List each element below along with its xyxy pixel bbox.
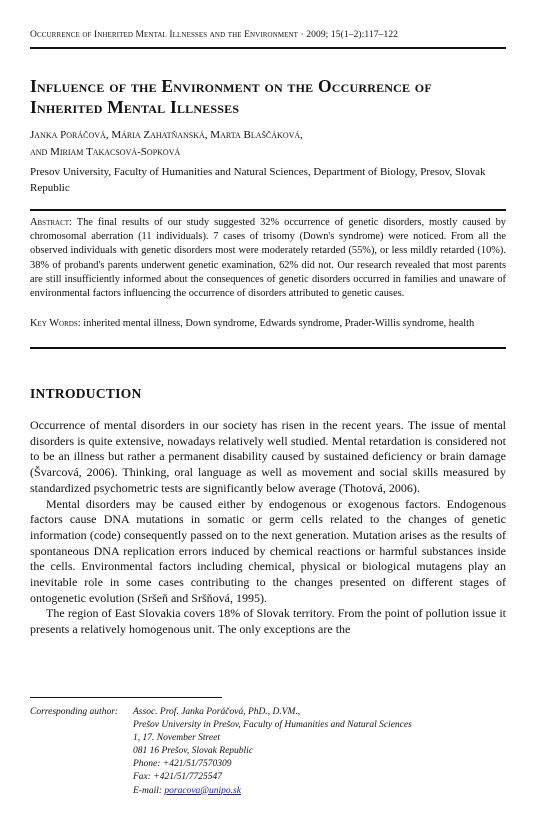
authors-line-2: and Miriam Takacsová-Sopková bbox=[30, 146, 181, 158]
paragraph: The region of East Slovakia covers 18% of Slovak territory. From the point of pollution issue it presents a relatively homogenous unit. The only exceptions are the bbox=[30, 606, 506, 637]
keywords bbox=[30, 317, 506, 331]
abstract-bottom-divider bbox=[30, 347, 506, 349]
footnote-line: Phone: +421/51/7570309 bbox=[133, 759, 232, 770]
abstract-top-divider bbox=[30, 209, 506, 211]
article-title: Influence of the Environment on the Occurrence of Inherited Mental Illnesses bbox=[30, 76, 432, 117]
footnote-label: Corresponding author: bbox=[30, 707, 119, 717]
footnote-line: Fax: +421/51/7725547 bbox=[133, 772, 222, 783]
email-label: E-mail: bbox=[133, 785, 163, 796]
corresponding-author-footnote bbox=[30, 706, 506, 798]
footnote-line: Prešov University in Prešov, Faculty of Humanities and Natural Sciences bbox=[133, 720, 412, 731]
abstract-text: The final results of our study suggested 32% occurrence of genetic disorders, mostly caused by chromosomal aberration (11 individuals). 7 cases of trisomy (Down's syndrome) were noticed. From all the observed individuals with genetic disorders most were moderately retarded (55%), or less mildly retarded (10%). 38% of proband's parents underwent genetic examination, 62% did not. Our research revealed that most parents are still insufficiently informed about the consequences of genetic disorders occurred in families and unaware of environmental factors influencing the occurrence of disorders attributed to genetic causes. bbox=[30, 217, 506, 300]
authors-line-1: Janka Poráčová, Mária Zahatňanská, Marta Blaščáková, bbox=[30, 129, 303, 141]
author-list bbox=[30, 127, 506, 161]
abstract-label: Abstract: bbox=[30, 217, 72, 228]
footnote-line: 081 16 Prešov, Slovak Republic bbox=[133, 746, 254, 757]
affiliation: Presov University, Faculty of Humanities and Natural Sciences, Department of Biology, Presov, Slovak Republic bbox=[30, 166, 486, 194]
paragraph: Occurrence of mental disorders in our society has risen in the recent years. The issue of mental disorders is quite extensive, nowadays relatively well studied. Mental retardation is considered not to be an illness but rather a permanent disability caused by sustained deficiency or brain damage (Švarcová, 2006). Thinking, oral language as well as movement and social skills measured by standardized psychometric tests are significantly below average (Thotová, 2006). bbox=[30, 418, 506, 495]
paragraph: Mental disorders may be caused either by endogenous or exogenous factors. Endogenous factors cause DNA mutations in somatic or germ cells related to the changes of genetic information (code) consequently passed on to the next generation. Mutation arises as the results of spontaneous DNA replication errors induced by chemical reactions or harmful substances inside the cells. Environmental factors including chemical, physical or biological mutagens play an inevitable role in some cases contributing to the changes presented on different stages of ontogenetic evolution (Sršeň and Sršňová, 1995). bbox=[30, 496, 506, 605]
footnote-line: 1, 17. November Street bbox=[133, 733, 220, 744]
introduction-body bbox=[30, 418, 506, 638]
keywords-text: inherited mental illness, Down syndrome, Edwards syndrome, Prader-Willis syndrome, health bbox=[83, 318, 475, 329]
keywords-label: Key Words: bbox=[30, 318, 81, 329]
email-link[interactable]: poracova@unipo.sk bbox=[164, 785, 241, 796]
section-heading-introduction: INTRODUCTION bbox=[30, 386, 142, 401]
header-divider bbox=[30, 47, 506, 49]
running-header-citation: · 2009; 15(1–2):117–122 bbox=[300, 30, 399, 40]
running-header bbox=[30, 30, 506, 40]
abstract bbox=[30, 216, 506, 301]
footnote-divider bbox=[30, 697, 222, 698]
running-header-journal: Occurrence of Inherited Mental Illnesses and the Environment bbox=[30, 30, 299, 40]
footnote-line: Assoc. Prof. Janka Poráčová, PhD., D.VM., bbox=[133, 707, 301, 717]
